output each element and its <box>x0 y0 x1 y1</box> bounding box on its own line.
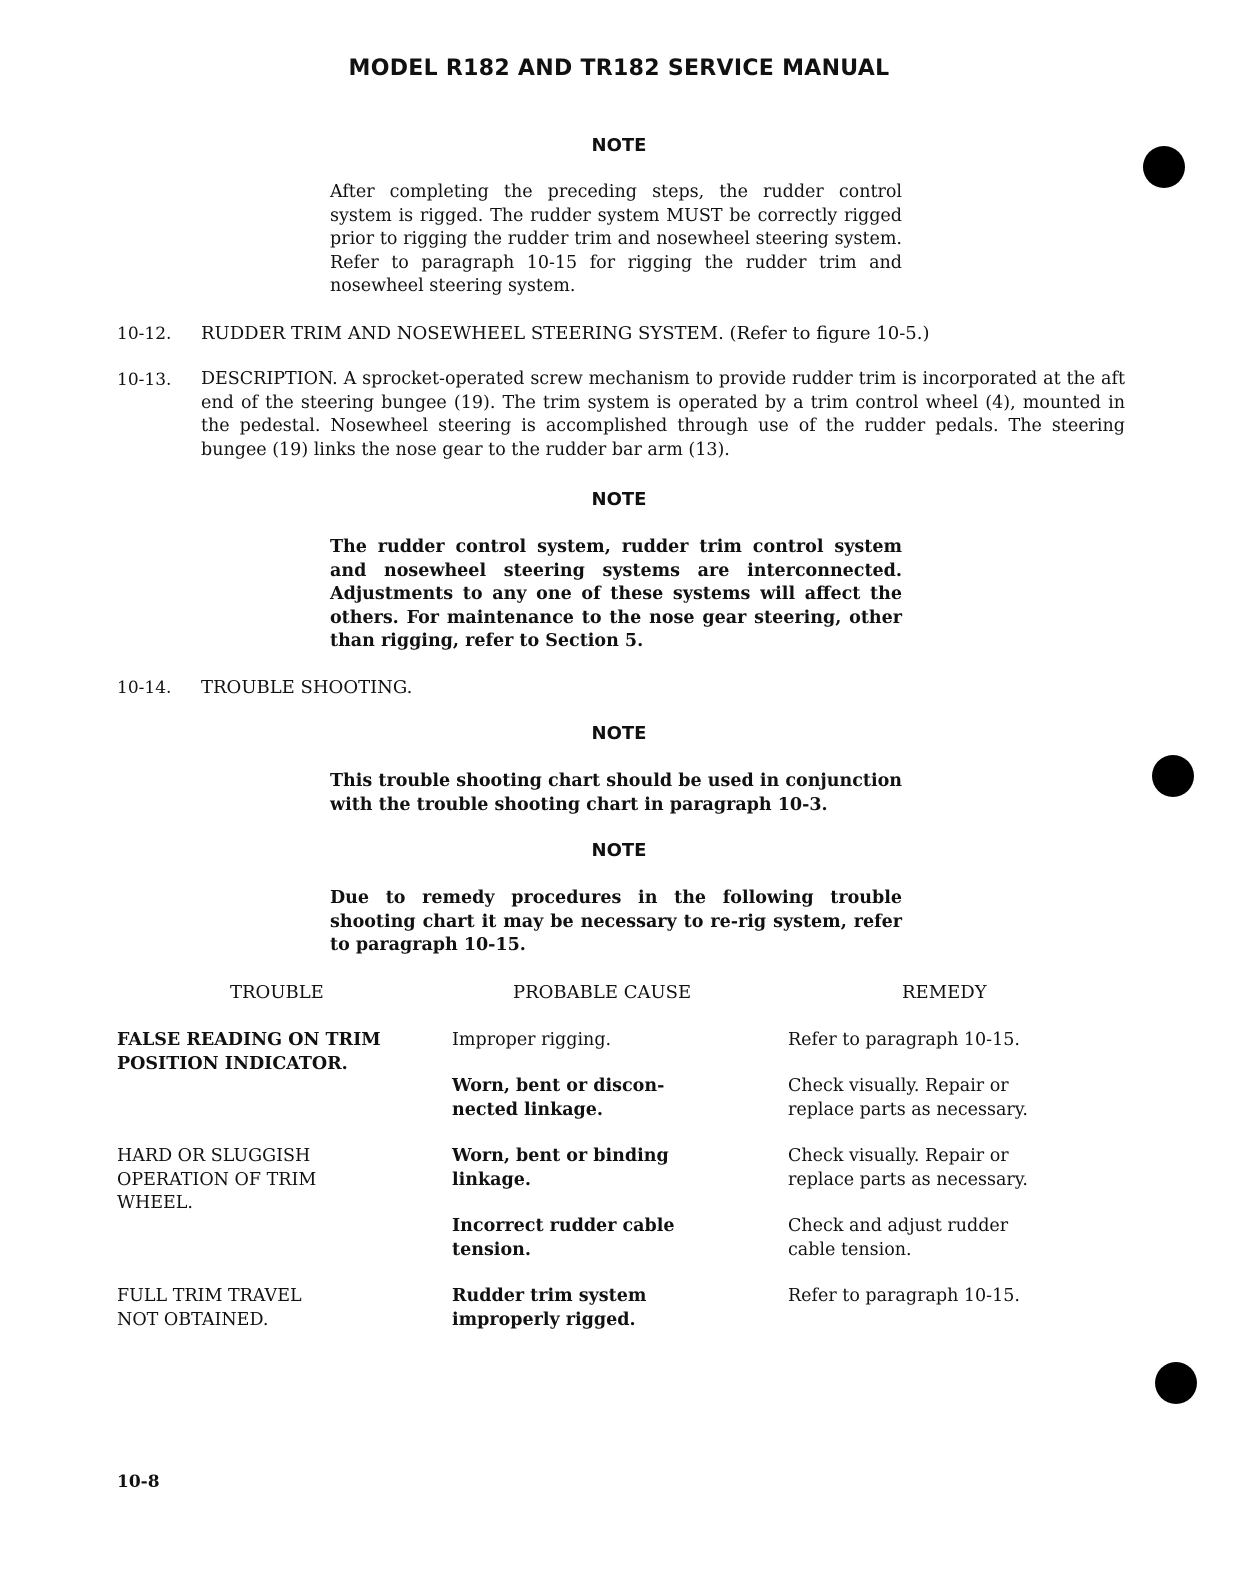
cause-cell: Worn, bent or binding linkage. <box>452 1146 669 1190</box>
paragraph-heading: RUDDER TRIM AND NOSEWHEEL STEERING SYSTEM. (Refer to figure 10-5.) <box>201 323 930 344</box>
cause-cell: Improper rigging. <box>452 1030 612 1050</box>
paragraph-number: 10-12. <box>117 324 172 344</box>
remedy-cell: Check visually. Repair or replace parts as necessary. <box>788 1076 1028 1120</box>
binder-hole-mark <box>1155 1362 1197 1404</box>
note-heading: NOTE <box>591 489 647 510</box>
remedy-cell: Check visually. Repair or replace parts as necessary. <box>788 1146 1028 1190</box>
note-text: Due to remedy procedures in the following trouble shooting chart it may be necessary to re-rig system, refer to paragraph 10-15. <box>330 888 902 955</box>
binder-hole-mark <box>1152 755 1194 797</box>
remedy-cell: Check and adjust rudder cable tension. <box>788 1216 1009 1260</box>
note-heading: NOTE <box>591 840 647 861</box>
page-number: 10-8 <box>117 1472 160 1492</box>
column-header-trouble: TROUBLE <box>230 982 324 1003</box>
cause-cell: Rudder trim system improperly rigged. <box>452 1286 647 1330</box>
trouble-cell: FALSE READING ON TRIM POSITION INDICATOR. <box>117 1030 381 1074</box>
note-text: After completing the preceding steps, the rudder control system is rigged. The rudder system MUST be correctly rigged prior to rigging the rudder trim and nosewheel steering system. Refer to paragraph 10-15 for rigging the rudder trim and nosewheel steering system. <box>330 182 902 296</box>
cause-cell: Incorrect rudder cable tension. <box>452 1216 675 1260</box>
note-text: The rudder control system, rudder trim control system and nosewheel steering systems are interconnected. Adjustments to any one of these systems will affect the others. For maintenance to the nose gear steering, other than rigging, refer to Section 5. <box>330 537 902 651</box>
column-header-probable-cause: PROBABLE CAUSE <box>513 982 692 1003</box>
note-heading: NOTE <box>591 135 647 156</box>
remedy-cell: Refer to paragraph 10-15. <box>788 1030 1020 1050</box>
trouble-cell: HARD OR SLUGGISH OPERATION OF TRIM WHEEL. <box>117 1146 317 1213</box>
paragraph-text: DESCRIPTION. A sprocket-operated screw mechanism to provide rudder trim is incorporated at the aft end of the steering bungee (19). The trim system is operated by a trim control wheel (4), mounted in the pedestal. Nosewheel steering is accomplished through use of the rudder pedals. The steering bungee (19) links the nose gear to the rudder bar arm (13). <box>201 369 1125 460</box>
paragraph-heading: TROUBLE SHOOTING. <box>201 677 413 698</box>
note-heading: NOTE <box>591 723 647 744</box>
paragraph-number: 10-13. <box>117 370 172 390</box>
trouble-cell: FULL TRIM TRAVEL NOT OBTAINED. <box>117 1286 302 1330</box>
paragraph-number: 10-14. <box>117 678 172 698</box>
note-text: This trouble shooting chart should be used in conjunction with the trouble shooting chart in paragraph 10-3. <box>330 771 902 815</box>
binder-hole-mark <box>1143 146 1185 188</box>
page-title: MODEL R182 AND TR182 SERVICE MANUAL <box>348 56 890 81</box>
remedy-cell: Refer to paragraph 10-15. <box>788 1286 1020 1306</box>
cause-cell: Worn, bent or discon- nected linkage. <box>452 1076 665 1120</box>
column-header-remedy: REMEDY <box>902 982 987 1003</box>
